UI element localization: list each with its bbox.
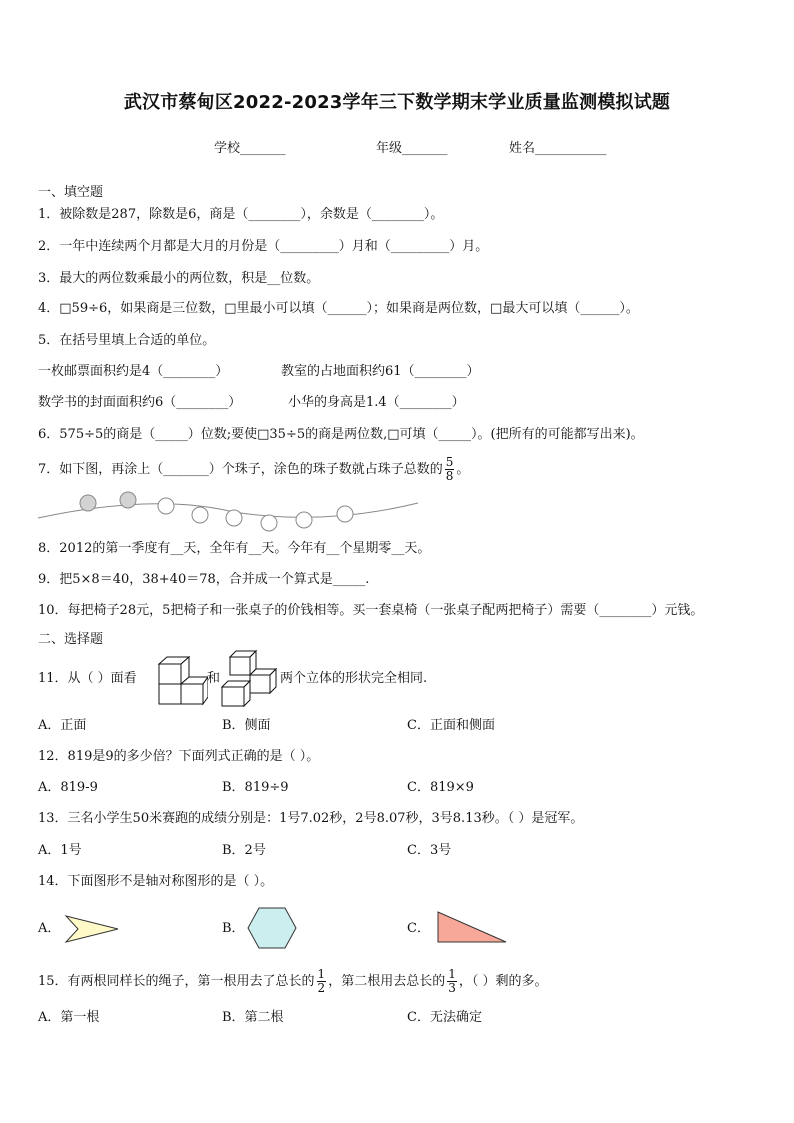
cube-stack-figure-1	[156, 654, 208, 706]
question-15	[38, 968, 547, 995]
section-choice-heading: 二、选择题	[38, 632, 104, 647]
fraction-numerator: 5	[445, 455, 454, 469]
q13-option-b[interactable]: B．2号	[222, 843, 266, 858]
bead-empty	[337, 506, 353, 522]
page-title: 武汉市蔡甸区2022-2023学年三下数学期末学业质量监测模拟试题	[123, 92, 671, 113]
question-5: 5．在括号里填上合适的单位。	[38, 333, 216, 348]
q12-option-a[interactable]: A．819-9	[38, 780, 98, 795]
question-11-and: 和	[207, 671, 221, 686]
question-3: 3．最大的两位数乘最小的两位数，积是__位数。	[38, 271, 320, 286]
question-15-part2: ，第二根用去总长的	[328, 974, 446, 989]
question-4: 4．□59÷6，如果商是三位数，□里最小可以填（______）；如果商是两位数，□最大可以填（______）。	[38, 301, 639, 316]
question-14: 14．下面图形不是轴对称图形的是（ ）。	[38, 874, 274, 889]
name-field[interactable]: 姓名___________	[509, 141, 607, 156]
q14-option-a[interactable]: A．	[38, 921, 61, 936]
question-2: 2．一年中连续两个月都是大月的月份是（_________）月和（_________）月。	[38, 239, 489, 254]
fraction-numerator: 1	[317, 967, 326, 981]
q11-option-c[interactable]: C．正面和侧面	[407, 718, 495, 733]
question-13: 13．三名小学生50米赛跑的成绩分别是：1号7.02秒，2号8.07秒，3号8.13秒。（ ）是冠军。	[38, 811, 584, 826]
bead-empty	[296, 512, 312, 528]
triangle-shape-figure	[436, 910, 508, 944]
question-5d: 小华的身高是1.4（________）	[288, 395, 465, 410]
fraction-5-8	[445, 456, 455, 483]
question-5c: 数学书的封面面积约6（________）	[38, 395, 242, 410]
bead-empty	[226, 510, 242, 526]
fraction-numerator: 1	[448, 967, 456, 981]
bead-filled	[120, 492, 136, 508]
question-6: 6．575÷5的商是（_____）位数;要使□35÷5的商是两位数,□可填（_____）。(把所有的可能都写出来)。	[38, 427, 644, 442]
question-11-part1: 11．从（ ）面看	[38, 671, 137, 686]
question-5a: 一枚邮票面积约是4（________）	[38, 364, 229, 379]
question-7	[38, 456, 469, 483]
q13-option-a[interactable]: A．1号	[38, 843, 82, 858]
q14-option-b[interactable]: B．	[222, 921, 245, 936]
question-5b: 教室的占地面积约61（________）	[281, 364, 480, 379]
q11-option-b[interactable]: B．侧面	[222, 718, 271, 733]
bead-empty	[158, 498, 174, 514]
q12-option-c[interactable]: C．819×9	[407, 780, 474, 795]
q15-option-b[interactable]: B．第二根	[222, 1010, 284, 1025]
bead-filled	[80, 495, 96, 511]
question-7-end: 。	[456, 462, 470, 477]
grade-field[interactable]: 年级_______	[376, 141, 448, 156]
bead-string-figure	[34, 488, 434, 538]
fraction-1-2	[317, 968, 327, 995]
hexagon-shape-figure	[247, 906, 297, 950]
q15-option-c[interactable]: C．无法确定	[407, 1010, 482, 1025]
question-1: 1．被除数是287，除数是6，商是（________），余数是（________）。	[38, 207, 444, 222]
fraction-denominator: 8	[445, 469, 454, 483]
bead-empty	[192, 507, 208, 523]
q12-option-b[interactable]: B．819÷9	[222, 780, 289, 795]
q15-option-a[interactable]: A．第一根	[38, 1010, 100, 1025]
q14-option-c[interactable]: C．	[407, 921, 430, 936]
fraction-denominator: 3	[448, 981, 456, 995]
q13-option-c[interactable]: C．3号	[407, 843, 452, 858]
question-12: 12．819是9的多少倍？下面列式正确的是（ ）。	[38, 749, 320, 764]
fraction-1-3	[447, 968, 457, 995]
arrow-shape-figure	[64, 914, 120, 944]
q11-option-a[interactable]: A．正面	[38, 718, 87, 733]
question-9: 9．把5×8＝40，38+40＝78，合并成一个算式是_____.	[38, 572, 370, 587]
fraction-denominator: 2	[317, 981, 326, 995]
question-15-part1: 15．有两根同样长的绳子，第一根用去了总长的	[38, 974, 315, 989]
question-10: 10．每把椅子28元，5把椅子和一张桌子的价钱相等。买一套桌椅（一张桌子配两把椅子）需要（________）元钱。	[38, 603, 704, 618]
question-11-part2: 两个立体的形状完全相同.	[280, 671, 428, 686]
question-7-text: 7．如下图，再涂上（_______）个珠子，涂色的珠子数就占珠子总数的	[38, 462, 443, 477]
bead-empty	[261, 515, 277, 531]
section-fill-heading: 一、填空题	[38, 185, 104, 200]
question-15-part3: ，（ ）剩的多。	[458, 974, 548, 989]
cube-stack-figure-2	[220, 648, 280, 708]
school-field[interactable]: 学校_______	[214, 141, 286, 156]
question-8: 8．2012的第一季度有__天，全年有__天。今年有__个星期零__天。	[38, 541, 431, 556]
